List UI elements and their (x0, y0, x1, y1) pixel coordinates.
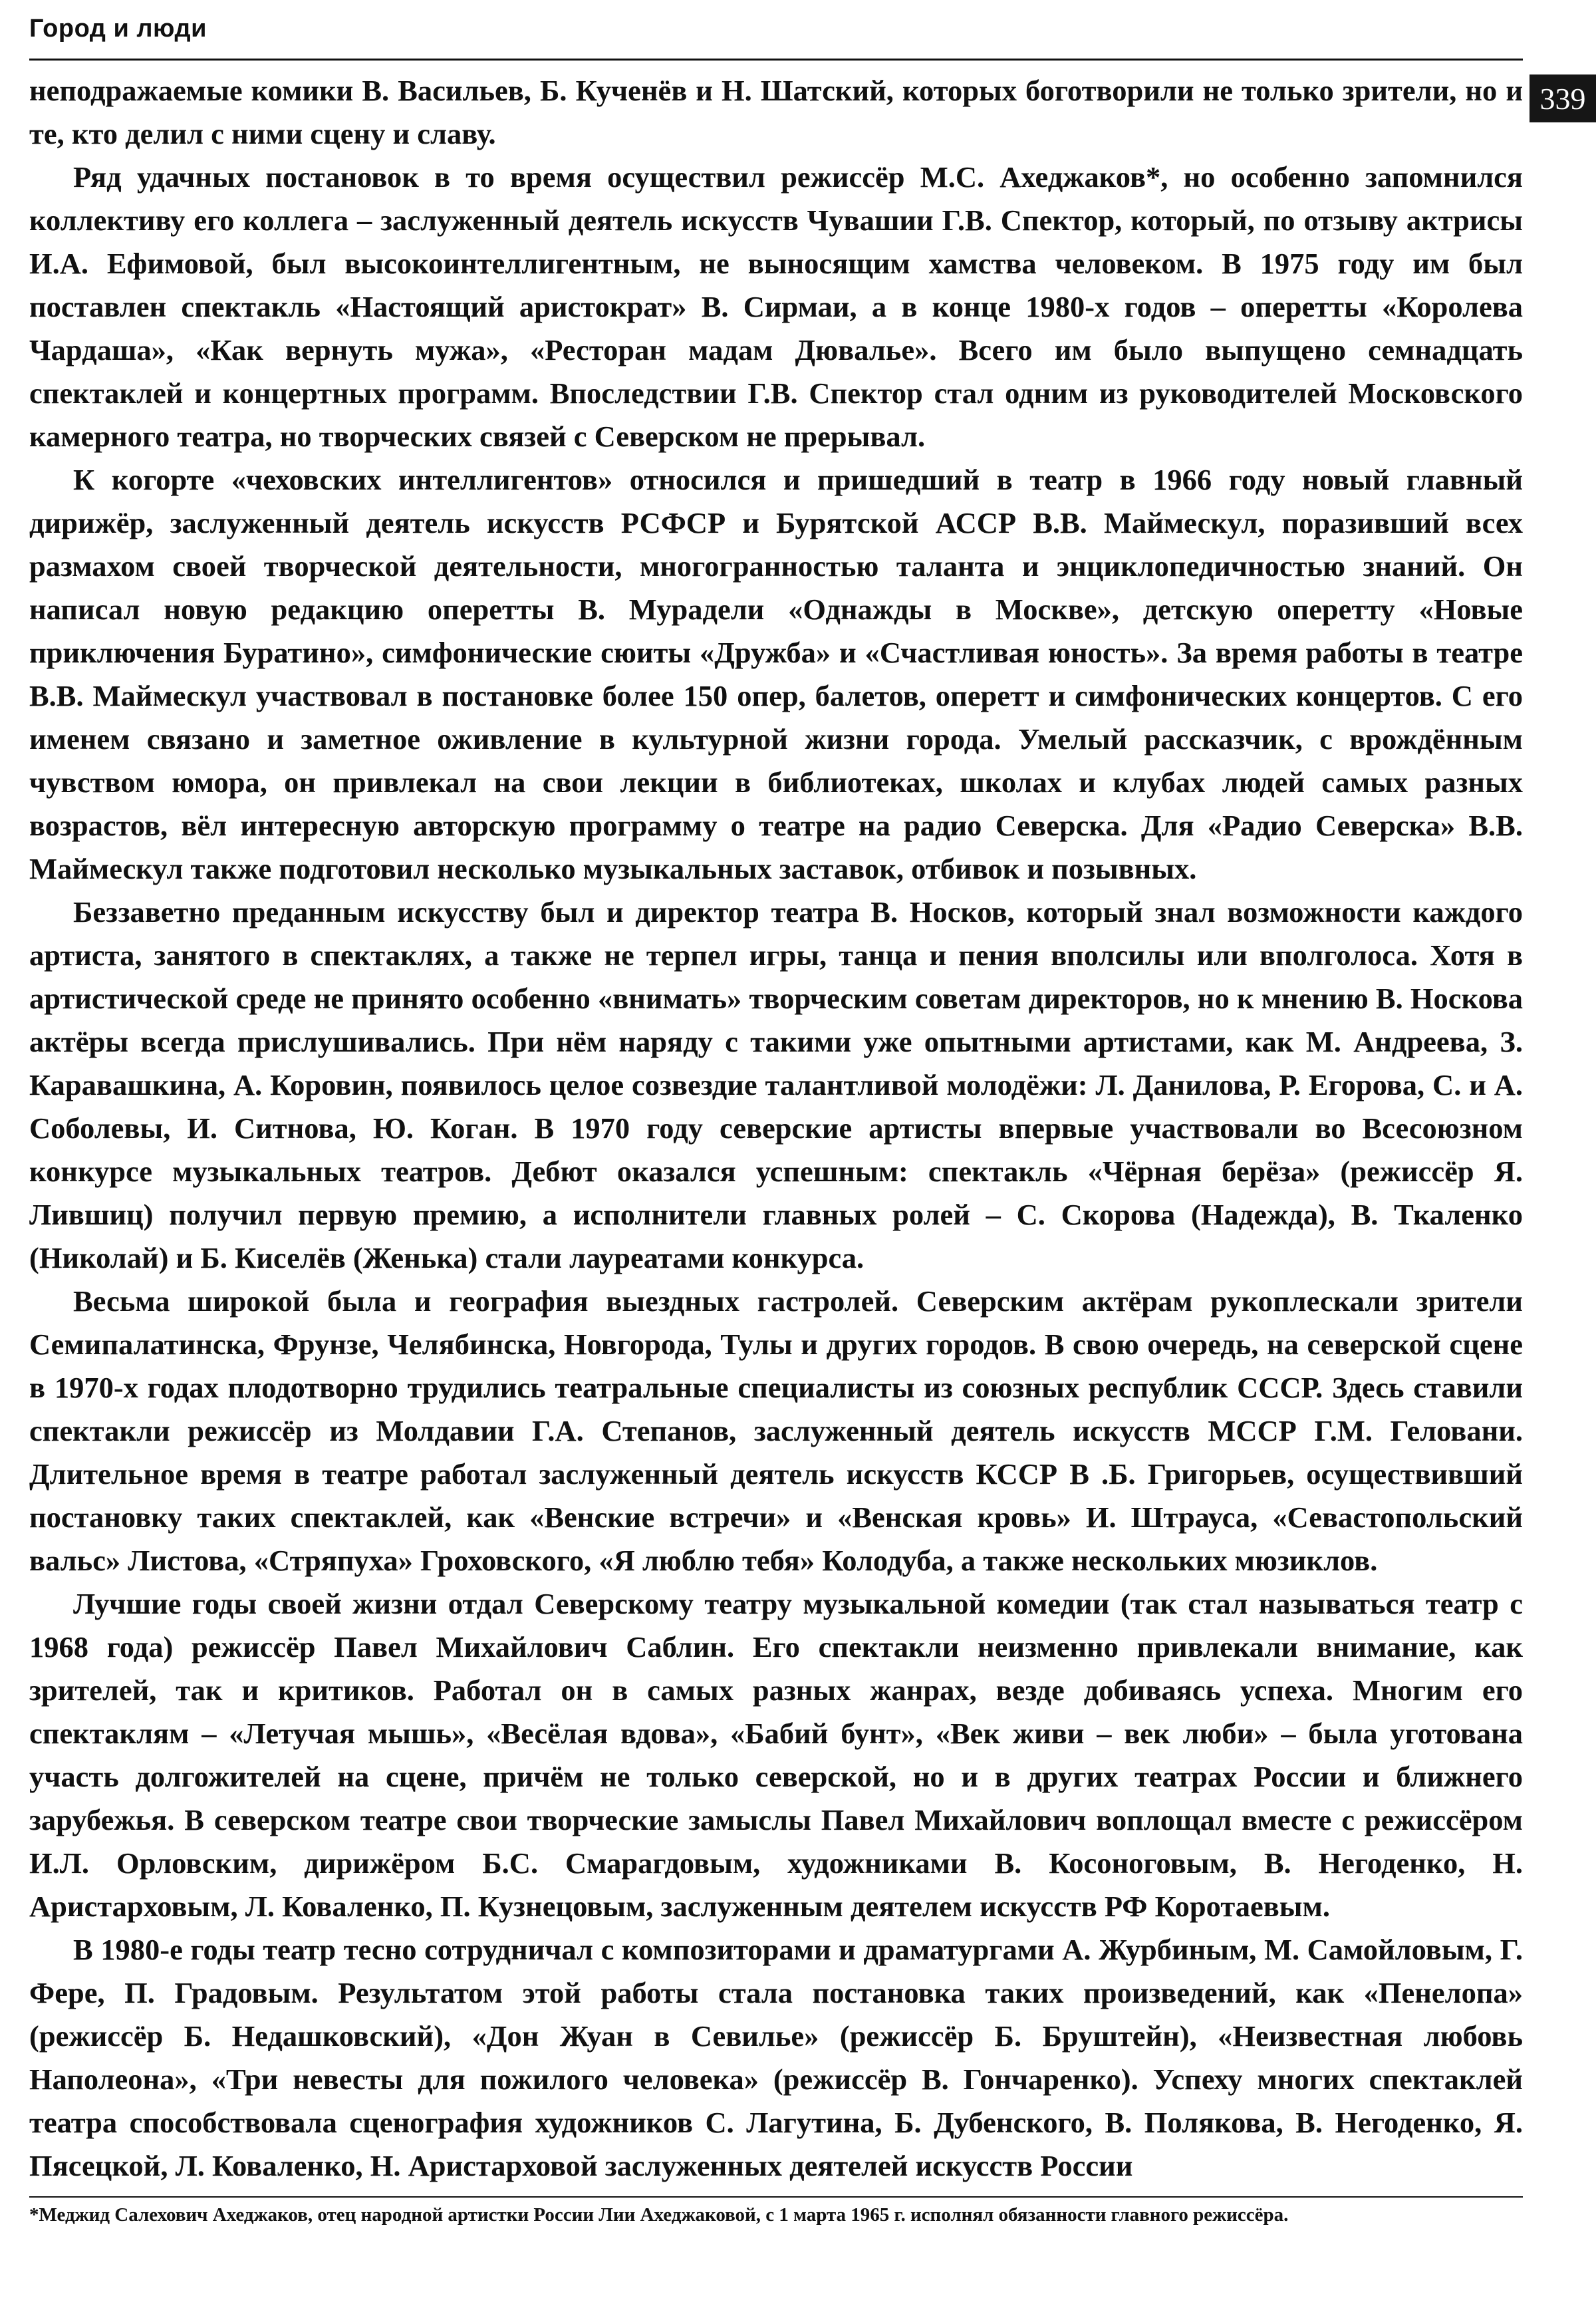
page-number: 339 (1530, 74, 1596, 122)
paragraph: Весьма широкой была и география выездных гастролей. Северским актёрам рукоплескали зрители Семипалатинска, Фрунзе, Челябинска, Новгорода, Тулы и других городов. В свою очередь, на северской сцене в 1970-х годах плодотворно трудились театральные специалисты из союзных республик СССР. Здесь ставили спектакли режиссёр из Молдавии Г.А. Степанов, заслуженный деятель искусств МССР Г.М. Геловани. Длительное время в театре работал заслуженный деятель искусств КССР В .Б. Григорьев, осуществивший постановку таких спектаклей, как «Венские встречи» и «Венская кровь» И. Штрауса, «Севастопольский вальс» Листова, «Стряпуха» Гроховского, «Я люблю тебя» Колодуба, а также нескольких мюзиклов. (29, 1284, 1523, 1577)
paragraph: неподражаемые комики В. Васильев, Б. Кученёв и Н. Шатский, которых боготворили не только зрители, но и те, кто делил с ними сцену и славу. (29, 74, 1523, 150)
paragraph: К когорте «чеховских интеллигентов» относился и пришедший в театр в 1966 году новый главный дирижёр, заслуженный деятель искусств РСФСР и Бурятской АССР В.В. Маймескул, поразивший всех размахом своей творческой деятельности, многогранностью таланта и энциклопедичностью знаний. Он написал новую редакцию оперетты В. Мурадели «Однажды в Москве», детскую оперетту «Новые приключения Буратино», симфонические сюиты «Дружба» и «Счастливая юность». За время работы в театре В.В. Маймескул участвовал в постановке более 150 опер, балетов, оперетт и симфонических концертов. С его именем связано и заметное оживление в культурной жизни города. Умелый рассказчик, с врождённым чувством юмора, он привлекал на свои лекции в библиотеках, школах и клубах людей самых разных возрастов, вёл интересную авторскую программу о театре на радио Северска. Для «Радио Северска» В.В. Маймескул также подготовил несколько музыкальных заставок, отбивок и позывных. (29, 463, 1523, 885)
paragraph: Беззаветно преданным искусству был и директор театра В. Носков, который знал возможности каждого артиста, занятого в спектаклях, а также не терпел игры, танца и пения вполсилы или вполголоса. Хотя в артистической среде не принято особенно «внимать» творческим советам директоров, но к мнению В. Носкова актёры всегда прислушивались. При нём наряду с такими уже опытными артистами, как М. Андреева, З. Каравашкина, А. Коровин, появилось целое созвездие талантливой молодёжи: Л. Данилова, Р. Егорова, С. и А. Соболевы, И. Ситнова, Ю. Коган. В 1970 году северские артисты впервые участвовали во Всесоюзном конкурсе музыкальных театров. Дебют оказался успешным: спектакль «Чёрная берёза» (режиссёр Я. Лившиц) получил первую премию, а исполнители главных ролей – С. Скорова (Надежда), В. Ткаленко (Николай) и Б. Киселёв (Женька) стали лауреатами конкурса. (29, 895, 1523, 1274)
footnote: *Меджид Салехович Ахеджаков, отец народной артистки России Лии Ахеджаковой, с 1 марта 1965 г. исполнял обязанности главного режиссёра. (29, 2204, 1289, 2226)
footnote-rule (29, 2196, 1523, 2198)
header-rule (29, 59, 1523, 61)
running-header: Город и люди (29, 15, 207, 43)
paragraph: Лучшие годы своей жизни отдал Северскому театру музыкальной комедии (так стал называться театр с 1968 года) режиссёр Павел Михайлович Саблин. Его спектакли неизменно привлекали внимание, как зрителей, так и критиков. Работал он в самых разных жанрах, везде добиваясь успеха. Многим его спектаклям – «Летучая мышь», «Весёлая вдова», «Бабий бунт», «Век живи – век люби» – была уготована участь долгожителей на сцене, причём не только северской, но и в других театрах России и ближнего зарубежья. В северском театре свои творческие замыслы Павел Михайлович воплощал вместе с режиссёром И.Л. Орловским, дирижёром Б.С. Смарагдовым, художниками В. Косоноговым, В. Негоденко, Н. Аристарховым, Л. Коваленко, П. Кузнецовым, заслуженным деятелем искусств РФ Коротаевым. (29, 1587, 1523, 1923)
paragraph: Ряд удачных постановок в то время осуществил режиссёр М.С. Ахеджаков*, но особенно запомнился коллективу его коллега – заслуженный деятель искусств Чувашии Г.В. Спектор, который, по отзыву актрисы И.А. Ефимовой, был высокоинтеллигентным, не выносящим хамства человеком. В 1975 году им был поставлен спектакль «Настоящий аристократ» В. Сирмаи, а в конце 1980-х годов – оперетты «Королева Чардаша», «Как вернуть мужа», «Ресторан мадам Дювалье». Всего им было выпущено семнадцать спектаклей и концертных программ. Впоследствии Г.В. Спектор стал одним из руководителей Московского камерного театра, но творческих связей с Северском не прерывал. (29, 160, 1523, 453)
paragraph: В 1980-е годы театр тесно сотрудничал с композиторами и драматургами А. Журбиным, М. Самойловым, Г. Фере, П. Градовым. Результатом этой работы стала постановка таких произведений, как «Пенелопа» (режиссёр Б. Недашковский), «Дон Жуан в Севилье» (режиссёр Б. Бруштейн), «Неизвестная любовь Наполеона», «Три невесты для пожилого человека» (режиссёр В. Гончаренко). Успеху многих спектаклей театра способствовала сценография художников С. Лагутина, Б. Дубенского, В. Полякова, В. Негоденко, Я. Пясецкой, Л. Коваленко, Н. Аристарховой заслуженных деятелей искусств России (29, 1933, 1523, 2182)
body-text (29, 69, 1523, 2188)
